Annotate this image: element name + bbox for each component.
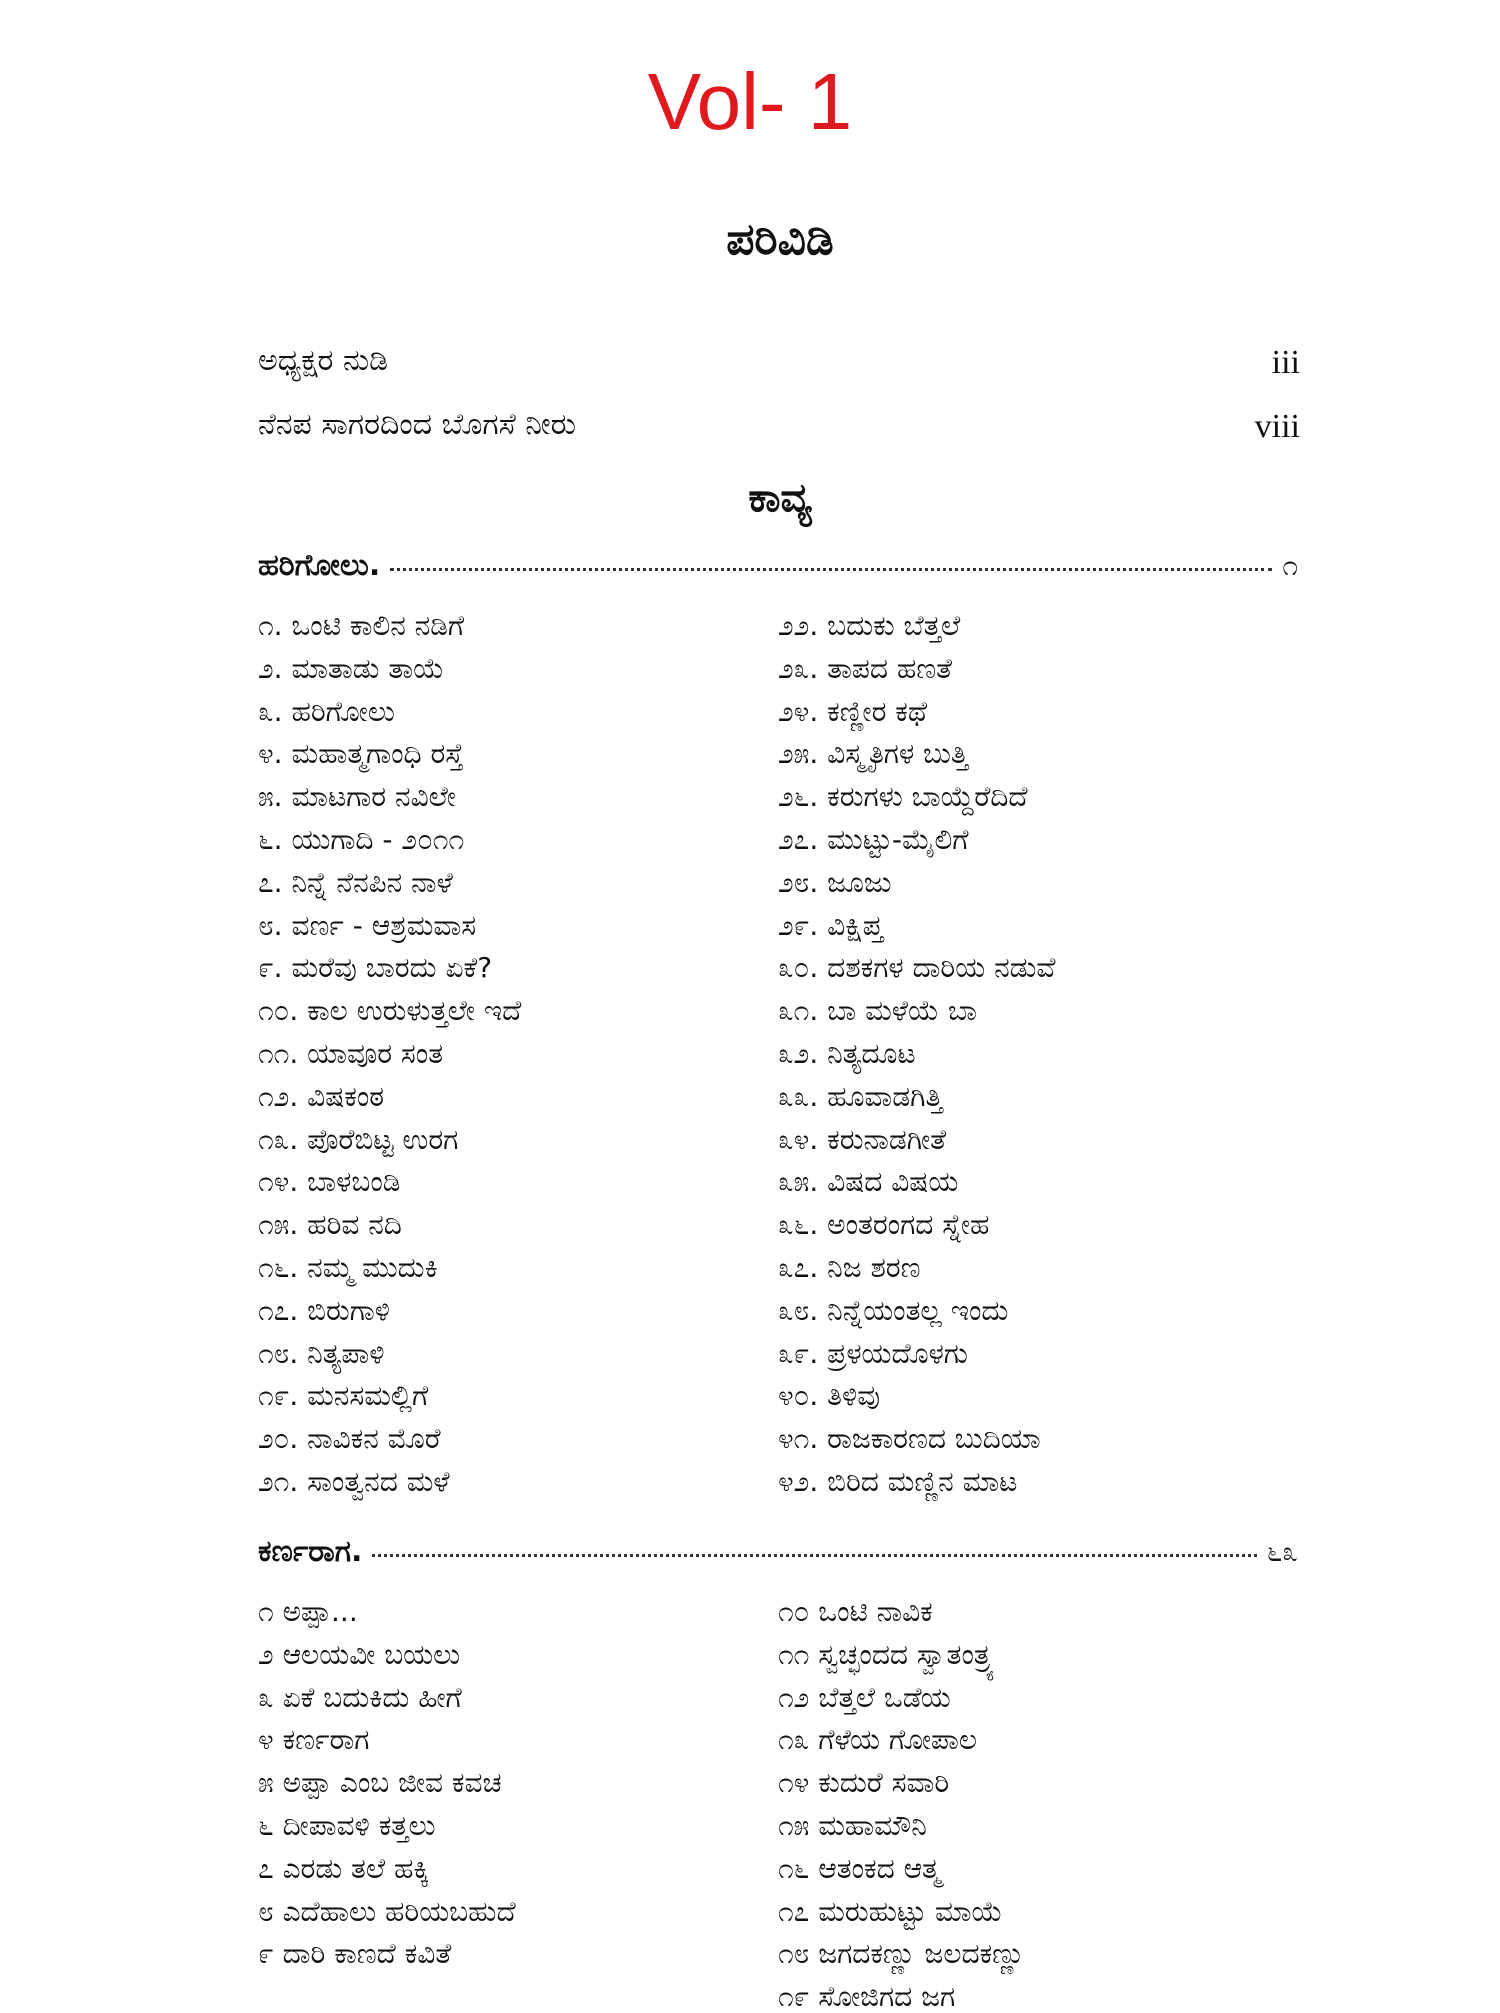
- front-matter-label: ನೆನಪ ಸಾಗರದಿಂದ ಬೊಗಸೆ ನೀರು: [258, 407, 576, 442]
- toc-entry: ೧೦ ಒಂಟಿ ನಾವಿಕ: [778, 1595, 933, 1628]
- toc-entry: ೨೮. ಜೂಜು: [778, 865, 892, 899]
- toc-entry: ೫. ಮಾಟಗಾರ ನವಿಲೇ: [258, 780, 456, 814]
- toc-entry: ೨೬. ಕರುಗಳು ಬಾಯ್ದೆರೆದಿದೆ: [778, 780, 1028, 814]
- section-heading: [258, 548, 1298, 588]
- toc-entry: ೪. ಮಹಾತ್ಮಗಾಂಧಿ ರಸ್ತೆ: [258, 737, 464, 771]
- toc-entry: ೭ ಎರಡು ತಲೆ ಹಕ್ಕಿ: [258, 1851, 430, 1885]
- toc-entry: ೪೧. ರಾಜಕಾರಣದ ಬುದಿಯಾ: [778, 1422, 1041, 1456]
- toc-entry: ೧೩. ಪೊರೆಬಿಟ್ಟ ಉರಗ: [258, 1122, 459, 1156]
- section-name: ಹರಿಗೋಲು.: [258, 548, 381, 583]
- toc-entry: ೮. ವರ್ಣ - ಆಶ್ರಮವಾಸ: [258, 908, 477, 942]
- toc-entry: ೨೪. ಕಣ್ಣೀರ ಕಥೆ: [778, 694, 928, 728]
- toc-entry: ೧೩ ಗೆಳೆಯ ಗೋಪಾಲ: [778, 1723, 978, 1757]
- toc-entry: ೧೨ ಬೆತ್ತಲೆ ಒಡೆಯ: [778, 1680, 951, 1714]
- volume-label: Vol- 1: [647, 57, 853, 146]
- toc-entry: ೩೮. ನಿನ್ನೆಯಂತಲ್ಲ ಇಂದು: [778, 1293, 1009, 1327]
- toc-entry: ೧೪. ಬಾಳಬಂಡಿ: [258, 1165, 401, 1199]
- toc-entry: ೬. ಯುಗಾದಿ - ೨೦೧೧: [258, 823, 465, 856]
- toc-entry: ೧. ಒಂಟಿ ಕಾಲಿನ ನಡಿಗೆ: [258, 609, 465, 642]
- toc-entry: ೨೦. ನಾವಿಕನ ಮೊರೆ: [258, 1422, 441, 1456]
- toc-entry: ೪ ಕರ್ಣರಾಗ: [258, 1723, 370, 1757]
- toc-entry: ೩೧. ಬಾ ಮಳೆಯೆ ಬಾ: [778, 994, 978, 1028]
- front-matter-page: iii: [1271, 344, 1300, 381]
- front-matter-label: ಅಧ್ಯಕ್ಷರ ನುಡಿ: [258, 343, 389, 378]
- toc-entry: ೧೨. ವಿಷಕಂಠ: [258, 1079, 385, 1113]
- toc-entry: ೫ ಅಪ್ಪಾ ಎಂಬ ಜೀವ ಕವಚ: [258, 1766, 502, 1800]
- toc-entry: ೮ ಎದೆಹಾಲು ಹರಿಯಬಹುದೆ: [258, 1894, 516, 1928]
- toc-entry: ೧೭. ಬಿರುಗಾಳಿ: [258, 1293, 390, 1327]
- toc-entry: ೧೮ ಜಗದಕಣ್ಣು ಜಲದಕಣ್ಣು: [778, 1937, 1025, 1971]
- section-page: ೬೩: [1266, 1535, 1298, 1568]
- toc-entry: ೯. ಮರೆವು ಬಾರದು ಏಕೆ?: [258, 951, 493, 985]
- toc-entry: ೩೫. ವಿಷದ ವಿಷಯ: [778, 1165, 959, 1199]
- toc-entry: ೧೬. ನಮ್ಮ ಮುದುಕಿ: [258, 1251, 438, 1284]
- toc-entry: ೨೩. ತಾಪದ ಹಣತೆ: [778, 651, 953, 685]
- toc-entry: ೩೬. ಅಂತರಂಗದ ಸ್ನೇಹ: [778, 1208, 990, 1242]
- toc-entry: ೨. ಮಾತಾಡು ತಾಯೆ: [258, 651, 445, 685]
- front-matter-page: viii: [1254, 408, 1300, 445]
- toc-entry: ೨೨. ಬದುಕು ಬೆತ್ತಲೆ: [778, 609, 961, 642]
- toc-entry: ೩೨. ನಿತ್ಯದೂಟ: [778, 1037, 916, 1070]
- toc-entry: ೩೯. ಪ್ರಳಯದೊಳಗು: [778, 1336, 968, 1370]
- dot-leader: [390, 568, 1272, 571]
- toc-entry: ೯ ದಾರಿ ಕಾಣದೆ ಕವಿತೆ: [258, 1937, 452, 1971]
- section-page: ೧: [1282, 549, 1298, 582]
- page-title: ಪರಿವಿಡಿ: [726, 214, 834, 265]
- toc-entry: ೧೯ ಸೋಜಿಗದ ಜಗ: [778, 1980, 956, 2013]
- toc-entry: ೨೯. ವಿಕ್ಷಿಪ್ತ: [778, 908, 883, 942]
- dot-leader: [372, 1554, 1256, 1557]
- toc-entry: ೭. ನಿನ್ನೆ ನೆನಪಿನ ನಾಳೆ: [258, 865, 453, 899]
- toc-entry: ೧೬ ಆತಂಕದ ಆತ್ಮ: [778, 1851, 941, 1885]
- toc-entry: ೨೧. ಸಾಂತ್ವನದ ಮಳೆ: [258, 1465, 450, 1498]
- toc-entry: ೨೫. ವಿಸ್ಮೃತಿಗಳ ಬುತ್ತಿ: [778, 737, 969, 771]
- section-name: ಕರ್ಣರಾಗ.: [258, 1534, 363, 1569]
- toc-entry: ೩೪. ಕರುನಾಡಗೀತೆ: [778, 1122, 947, 1156]
- toc-entry: ೧೦. ಕಾಲ ಉರುಳುತ್ತಲೇ ಇದೆ: [258, 994, 522, 1028]
- toc-entry: ೧೭ ಮರುಹುಟ್ಟು ಮಾಯೆ: [778, 1894, 1003, 1928]
- toc-entry: ೪೨. ಬಿರಿದ ಮಣ್ಣಿನ ಮಾಟ: [778, 1465, 1018, 1498]
- toc-entry: ೨೭. ಮುಟ್ಟು-ಮೈಲಿಗೆ: [778, 823, 969, 856]
- toc-entry: ೩೭. ನಿಜ ಶರಣ: [778, 1251, 921, 1284]
- front-matter-entry: [258, 407, 1300, 445]
- toc-entry: ೨ ಆಲಯವೀ ಬಯಲು: [258, 1637, 461, 1671]
- toc-entry: ೩೩. ಹೂವಾಡಗಿತ್ತಿ: [778, 1079, 943, 1113]
- section-heading: [258, 1534, 1298, 1574]
- toc-entry: ೧೧. ಯಾವೂರ ಸಂತ: [258, 1037, 444, 1070]
- toc-entry: ೧ ಅಪ್ಪಾ...: [258, 1595, 358, 1628]
- front-matter-entry: [258, 343, 1300, 381]
- toc-entry: ೧೯. ಮನಸಮಲ್ಲಿಗೆ: [258, 1379, 429, 1413]
- toc-entry: ೧೫ ಮಹಾಮೌನಿ: [778, 1809, 927, 1842]
- toc-entry: ೬ ದೀಪಾವಳಿ ಕತ್ತಲು: [258, 1809, 436, 1842]
- toc-entry: ೩. ಹರಿಗೋಲು: [258, 694, 395, 728]
- toc-entry: ೧೧ ಸ್ವಚ್ಛಂದದ ಸ್ವಾತಂತ್ರ್ಯ: [778, 1637, 995, 1671]
- category-heading: ಕಾವ್ಯ: [748, 475, 812, 521]
- toc-entry: ೧೮. ನಿತ್ಯಪಾಳಿ: [258, 1336, 385, 1370]
- toc-entry: ೩೦. ದಶಕಗಳ ದಾರಿಯ ನಡುವೆ: [778, 951, 1056, 985]
- toc-entry: ೧೪ ಕುದುರೆ ಸವಾರಿ: [778, 1766, 950, 1800]
- toc-entry: ೩ ಏಕೆ ಬದುಕಿದು ಹೀಗೆ: [258, 1680, 462, 1714]
- toc-entry: ೧೫. ಹರಿವ ನದಿ: [258, 1208, 402, 1242]
- toc-entry: ೪೦. ತಿಳಿವು: [778, 1379, 881, 1413]
